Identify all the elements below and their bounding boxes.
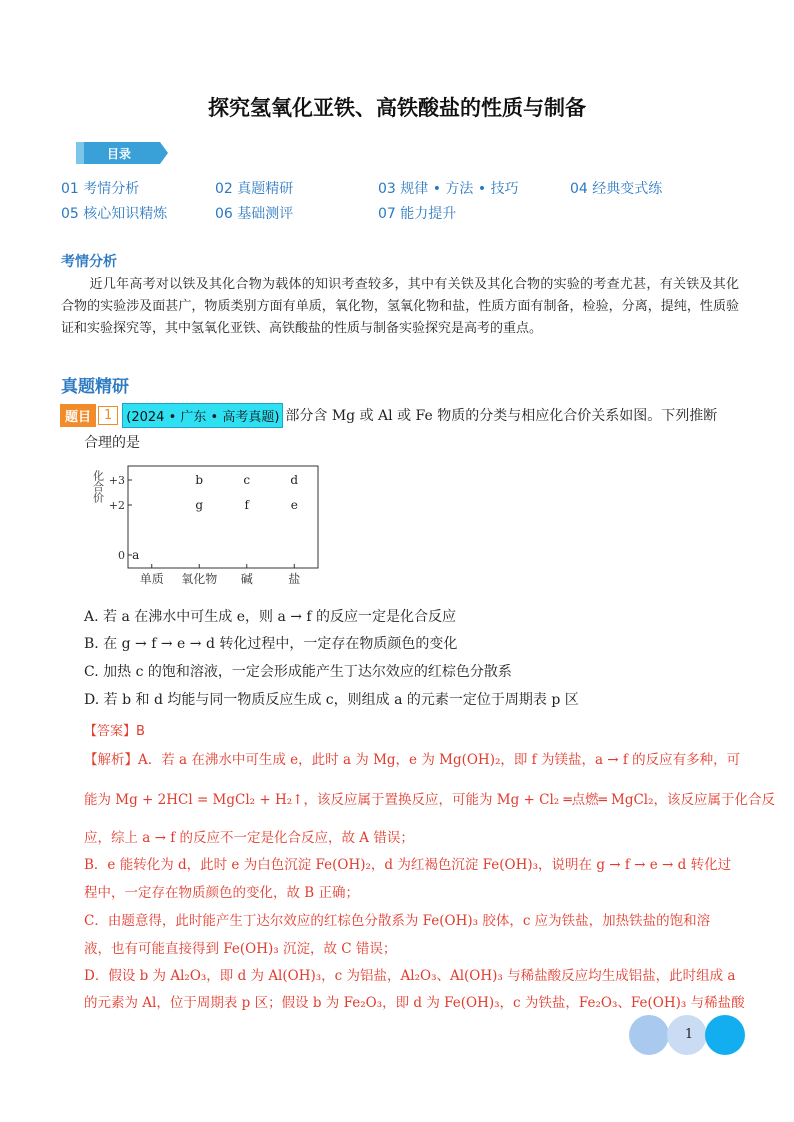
x-tick-label: 盐 (288, 572, 301, 586)
toc-item-kaoqing[interactable]: 01 考情分析 (61, 181, 140, 197)
analysis-heading: 考情分析 (61, 254, 117, 270)
badge-circle (705, 1015, 745, 1055)
page-number-badge (629, 1015, 747, 1057)
option-b[interactable]: B. 在 g → f → e → d 转化过程中，一定存在物质颜色的变化 (84, 636, 458, 652)
y-tick-label: +3 (108, 474, 125, 487)
page-title: 探究氢氧化亚铁、高铁酸盐的性质与制备 (208, 96, 586, 120)
analysis-text: 近几年高考对以铁及其化合物为载体的知识考查较多，其中有关铁及其化合物的实验的考查尤甚，有关铁及其化合物的实验涉及面甚广，物质类别方面有单质，氧化物，氢氧化物和盐，性质方面有制备，检验，分离，提纯，性质验证和实验探究等，其中氢氧化亚铁、高铁酸盐的性质与制备实验探究是高考的重点。 (61, 277, 739, 336)
data-point-f: f (244, 498, 249, 512)
explanation-line: 程中，一定存在物质颜色的变化，故 B 正确； (84, 885, 360, 901)
y-axis-label: 化合价 (91, 470, 105, 503)
explanation-line: C．由题意得，此时能产生丁达尔效应的红棕色分散系为 Fe(OH)₃ 胶体，c 应为铁盐，加热铁盐的饱和溶 (84, 913, 711, 929)
option-d[interactable]: D. 若 b 和 d 均能与同一物质反应生成 c，则组成 a 的元素一定位于周期表 p 区 (84, 692, 579, 708)
explanation-line: D．假设 b 为 Al₂O₃，即 d 为 Al(OH)₃，c 为铝盐，Al₂O₃、Al(OH)₃ 与稀盐酸反应均生成铝盐，此时组成 a (84, 968, 736, 984)
badge-circle (629, 1015, 669, 1055)
explanation-line: 应，综上 a → f 的反应不一定是化合反应，故 A 错误； (84, 830, 414, 846)
option-c[interactable]: C. 加热 c 的饱和溶液，一定会形成能产生丁达尔效应的红棕色分散系 (84, 664, 512, 680)
question-source: (2024 • 广东 • 高考真题) (122, 403, 283, 428)
explanation-line: B．e 能转化为 d，此时 e 为白色沉淀 Fe(OH)₂，d 为红褐色沉淀 Fe(OH)₃，说明在 g → f → e → d 转化过 (84, 857, 732, 873)
question-stem-line1: 部分含 Mg 或 Al 或 Fe 物质的分类与相应化合价关系如图。下列推断 (285, 408, 718, 424)
toc-label: 目录 (106, 147, 131, 161)
valence-chart (90, 458, 330, 588)
answer: 【答案】B (84, 724, 145, 739)
x-tick-label: 单质 (139, 572, 164, 586)
x-tick-label: 氧化物 (181, 572, 218, 586)
question-stem-line2: 合理的是 (84, 435, 140, 451)
question-tag: 题目 (60, 404, 96, 427)
explanation-line: 液，也有可能直接得到 Fe(OH)₃ 沉淀，故 C 错误； (84, 941, 397, 957)
toc-label-tag (76, 142, 168, 164)
toc-item-hexin[interactable]: 05 核心知识精炼 (61, 206, 168, 222)
data-point-d: d (290, 473, 299, 487)
toc-item-zhenti[interactable]: 02 真题精研 (215, 181, 294, 197)
data-point-c: c (243, 473, 251, 487)
toc-item-nengli[interactable]: 07 能力提升 (378, 206, 457, 222)
data-point-e: e (290, 498, 298, 512)
explanation-line: 的元素为 Al，位于周期表 p 区；假设 b 为 Fe₂O₃，即 d 为 Fe(OH)₃，c 为铁盐，Fe₂O₃、Fe(OH)₃ 与稀盐酸 (84, 995, 745, 1011)
toc-item-bianshi[interactable]: 04 经典变式练 (570, 181, 663, 197)
explanation-line: 【解析】A．若 a 在沸水中可生成 e，此时 a 为 Mg，e 为 Mg(OH)₂，即 f 为镁盐，a → f 的反应有多种，可 (84, 752, 741, 768)
data-point-a: a (132, 548, 140, 562)
zhenti-heading: 真题精研 (61, 377, 129, 397)
question-header (60, 404, 717, 426)
question-number: 1 (98, 406, 118, 425)
data-point-b: b (195, 473, 204, 487)
toc-item-jichu[interactable]: 06 基础测评 (215, 206, 294, 222)
option-a[interactable]: A. 若 a 在沸水中可生成 e，则 a → f 的反应一定是化合反应 (84, 609, 457, 625)
explanation-line: 能为 Mg + 2HCl = MgCl₂ + H₂↑，该反应属于置换反应，可能为 Mg + Cl₂ ═点燃═ MgCl₂，该反应属于化合反 (84, 792, 776, 808)
x-tick-label: 碱 (240, 572, 253, 586)
y-tick-label: 0 (118, 549, 125, 562)
page-number: 1 (684, 1027, 694, 1042)
y-tick-label: +2 (108, 499, 125, 512)
toc-item-guilv[interactable]: 03 规律 • 方法 • 技巧 (378, 181, 519, 197)
data-point-g: g (195, 498, 204, 512)
